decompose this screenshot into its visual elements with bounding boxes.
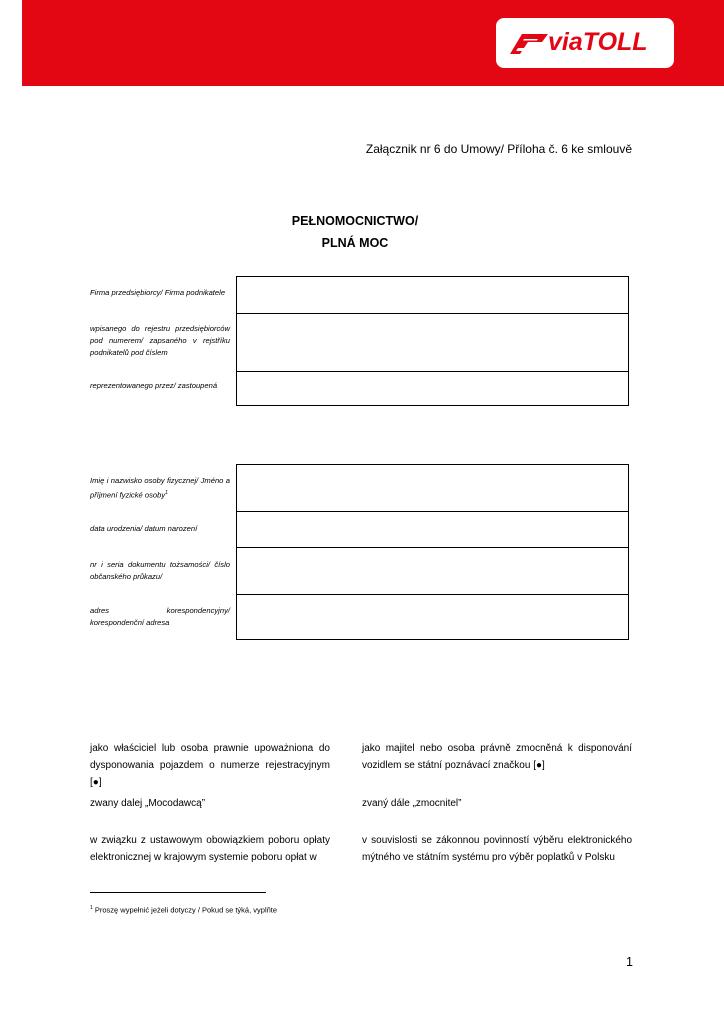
company-fields-table bbox=[236, 276, 629, 406]
header-banner bbox=[22, 0, 724, 86]
road-icon bbox=[508, 28, 548, 58]
footnote-text: Proszę wypełnić jeżeli dotyczy / Pokud se týká, vyplňte bbox=[94, 905, 278, 915]
id-document-label: nr i seria dokumentu tożsamości/ číslo občanského průkazu/ bbox=[90, 560, 230, 581]
right-paragraph-principal: zvaný dále „zmocnitel” bbox=[362, 798, 462, 809]
left-paragraph-owner: jako właściciel lub osoba prawnie upoważniona do dysponowania pojazdem o numerze rejestracyjnym [●] bbox=[90, 743, 330, 788]
right-paragraph-owner: jako majitel nebo osoba právně zmocněná k disponování vozidlem se státní poznávací značkou [●] bbox=[362, 743, 632, 771]
right-paragraph-toll: v souvislosti se zákonnou povinností výběru elektronického mýtného ve státním systému pro výběr poplatků v Polsku bbox=[362, 835, 632, 863]
left-paragraph-principal: zwany dalej „Mocodawcą” bbox=[90, 798, 206, 809]
company-name-field[interactable] bbox=[237, 277, 628, 314]
document-title-cz: PLNÁ MOC bbox=[321, 236, 389, 250]
footnote bbox=[90, 905, 277, 915]
register-number-label: wpisanego do rejestru przedsiębiorców pod numerem/ zapsaného v rejstříku podnikatelů pod číslem bbox=[90, 324, 230, 357]
footnote-marker: 1 bbox=[90, 905, 93, 911]
represented-by-field[interactable] bbox=[237, 372, 628, 405]
birth-date-field[interactable] bbox=[237, 512, 628, 548]
logo-text: viaTOLL bbox=[548, 28, 648, 56]
page-number: 1 bbox=[626, 955, 633, 969]
birth-date-label: data urodzenia/ datum narození bbox=[90, 524, 198, 533]
footnote-divider bbox=[90, 892, 266, 893]
document-title-pl: PEŁNOMOCNICTWO/ bbox=[291, 214, 419, 228]
footnote-ref: 1 bbox=[165, 490, 168, 496]
person-name-field[interactable] bbox=[237, 465, 628, 512]
id-document-field[interactable] bbox=[237, 548, 628, 595]
register-number-field[interactable] bbox=[237, 314, 628, 372]
company-name-label: Firma przedsiębiorcy/ Firma podnikatele bbox=[90, 288, 226, 297]
left-paragraph-toll: w związku z ustawowym obowiązkiem poboru opłaty elektronicznej w krajowym systemie poboru opłat w bbox=[90, 835, 330, 863]
viatoll-logo bbox=[496, 18, 674, 68]
annex-title: Załącznik nr 6 do Umowy/ Příloha č. 6 ke smlouvě bbox=[365, 142, 632, 156]
person-fields-table bbox=[236, 464, 629, 640]
represented-by-label: reprezentowanego przez/ zastoupená bbox=[90, 381, 218, 390]
address-label: adres korespondencyjny/ korespondenční adresa bbox=[90, 606, 230, 627]
address-field[interactable] bbox=[237, 595, 628, 639]
person-name-label: Imię i nazwisko osoby fizycznej/ Jméno a příjmení fyzické osoby$^1$ bbox=[90, 476, 230, 500]
